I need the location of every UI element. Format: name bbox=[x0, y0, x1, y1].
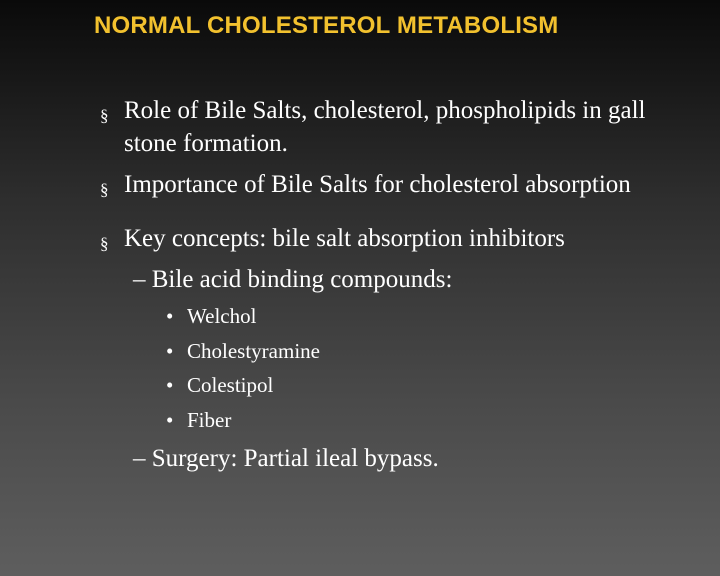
compound-text: Cholestyramine bbox=[187, 339, 320, 363]
sub-bullet-text: Surgery: Partial ileal bypass. bbox=[151, 445, 439, 472]
bullet-item bbox=[100, 94, 700, 160]
bullet-text: Importance of Bile Salts for cholesterol absorption bbox=[124, 171, 631, 198]
dot-marker-icon: • bbox=[166, 408, 174, 432]
slide-title: NORMAL CHOLESTEROL METABOLISM bbox=[94, 12, 559, 39]
dot-marker-icon: • bbox=[166, 339, 174, 363]
bullet-marker-icon: § bbox=[100, 106, 109, 125]
dash-marker-icon: – bbox=[133, 266, 146, 293]
compound-text: Welchol bbox=[187, 304, 257, 328]
sub-bullet-item bbox=[133, 263, 452, 296]
compound-text: Colestipol bbox=[187, 373, 274, 397]
sub-bullet-text: Bile acid binding compounds: bbox=[151, 266, 453, 293]
compound-item bbox=[166, 337, 320, 365]
dot-marker-icon: • bbox=[166, 304, 174, 328]
bullet-text: Key concepts: bile salt absorption inhibitors bbox=[124, 225, 565, 252]
compound-text: Fiber bbox=[187, 408, 232, 432]
bullet-item bbox=[100, 222, 700, 255]
compound-item bbox=[166, 406, 231, 434]
dot-marker-icon: • bbox=[166, 373, 174, 397]
bullet-item bbox=[100, 168, 700, 201]
sub-bullet-item bbox=[133, 442, 439, 475]
dash-marker-icon: – bbox=[133, 445, 146, 472]
bullet-marker-icon: § bbox=[100, 234, 109, 253]
compound-item bbox=[166, 371, 273, 399]
bullet-text: Role of Bile Salts, cholesterol, phospholipids in gall stone formation. bbox=[124, 97, 646, 157]
bullet-marker-icon: § bbox=[100, 180, 109, 199]
compound-item bbox=[166, 302, 256, 330]
